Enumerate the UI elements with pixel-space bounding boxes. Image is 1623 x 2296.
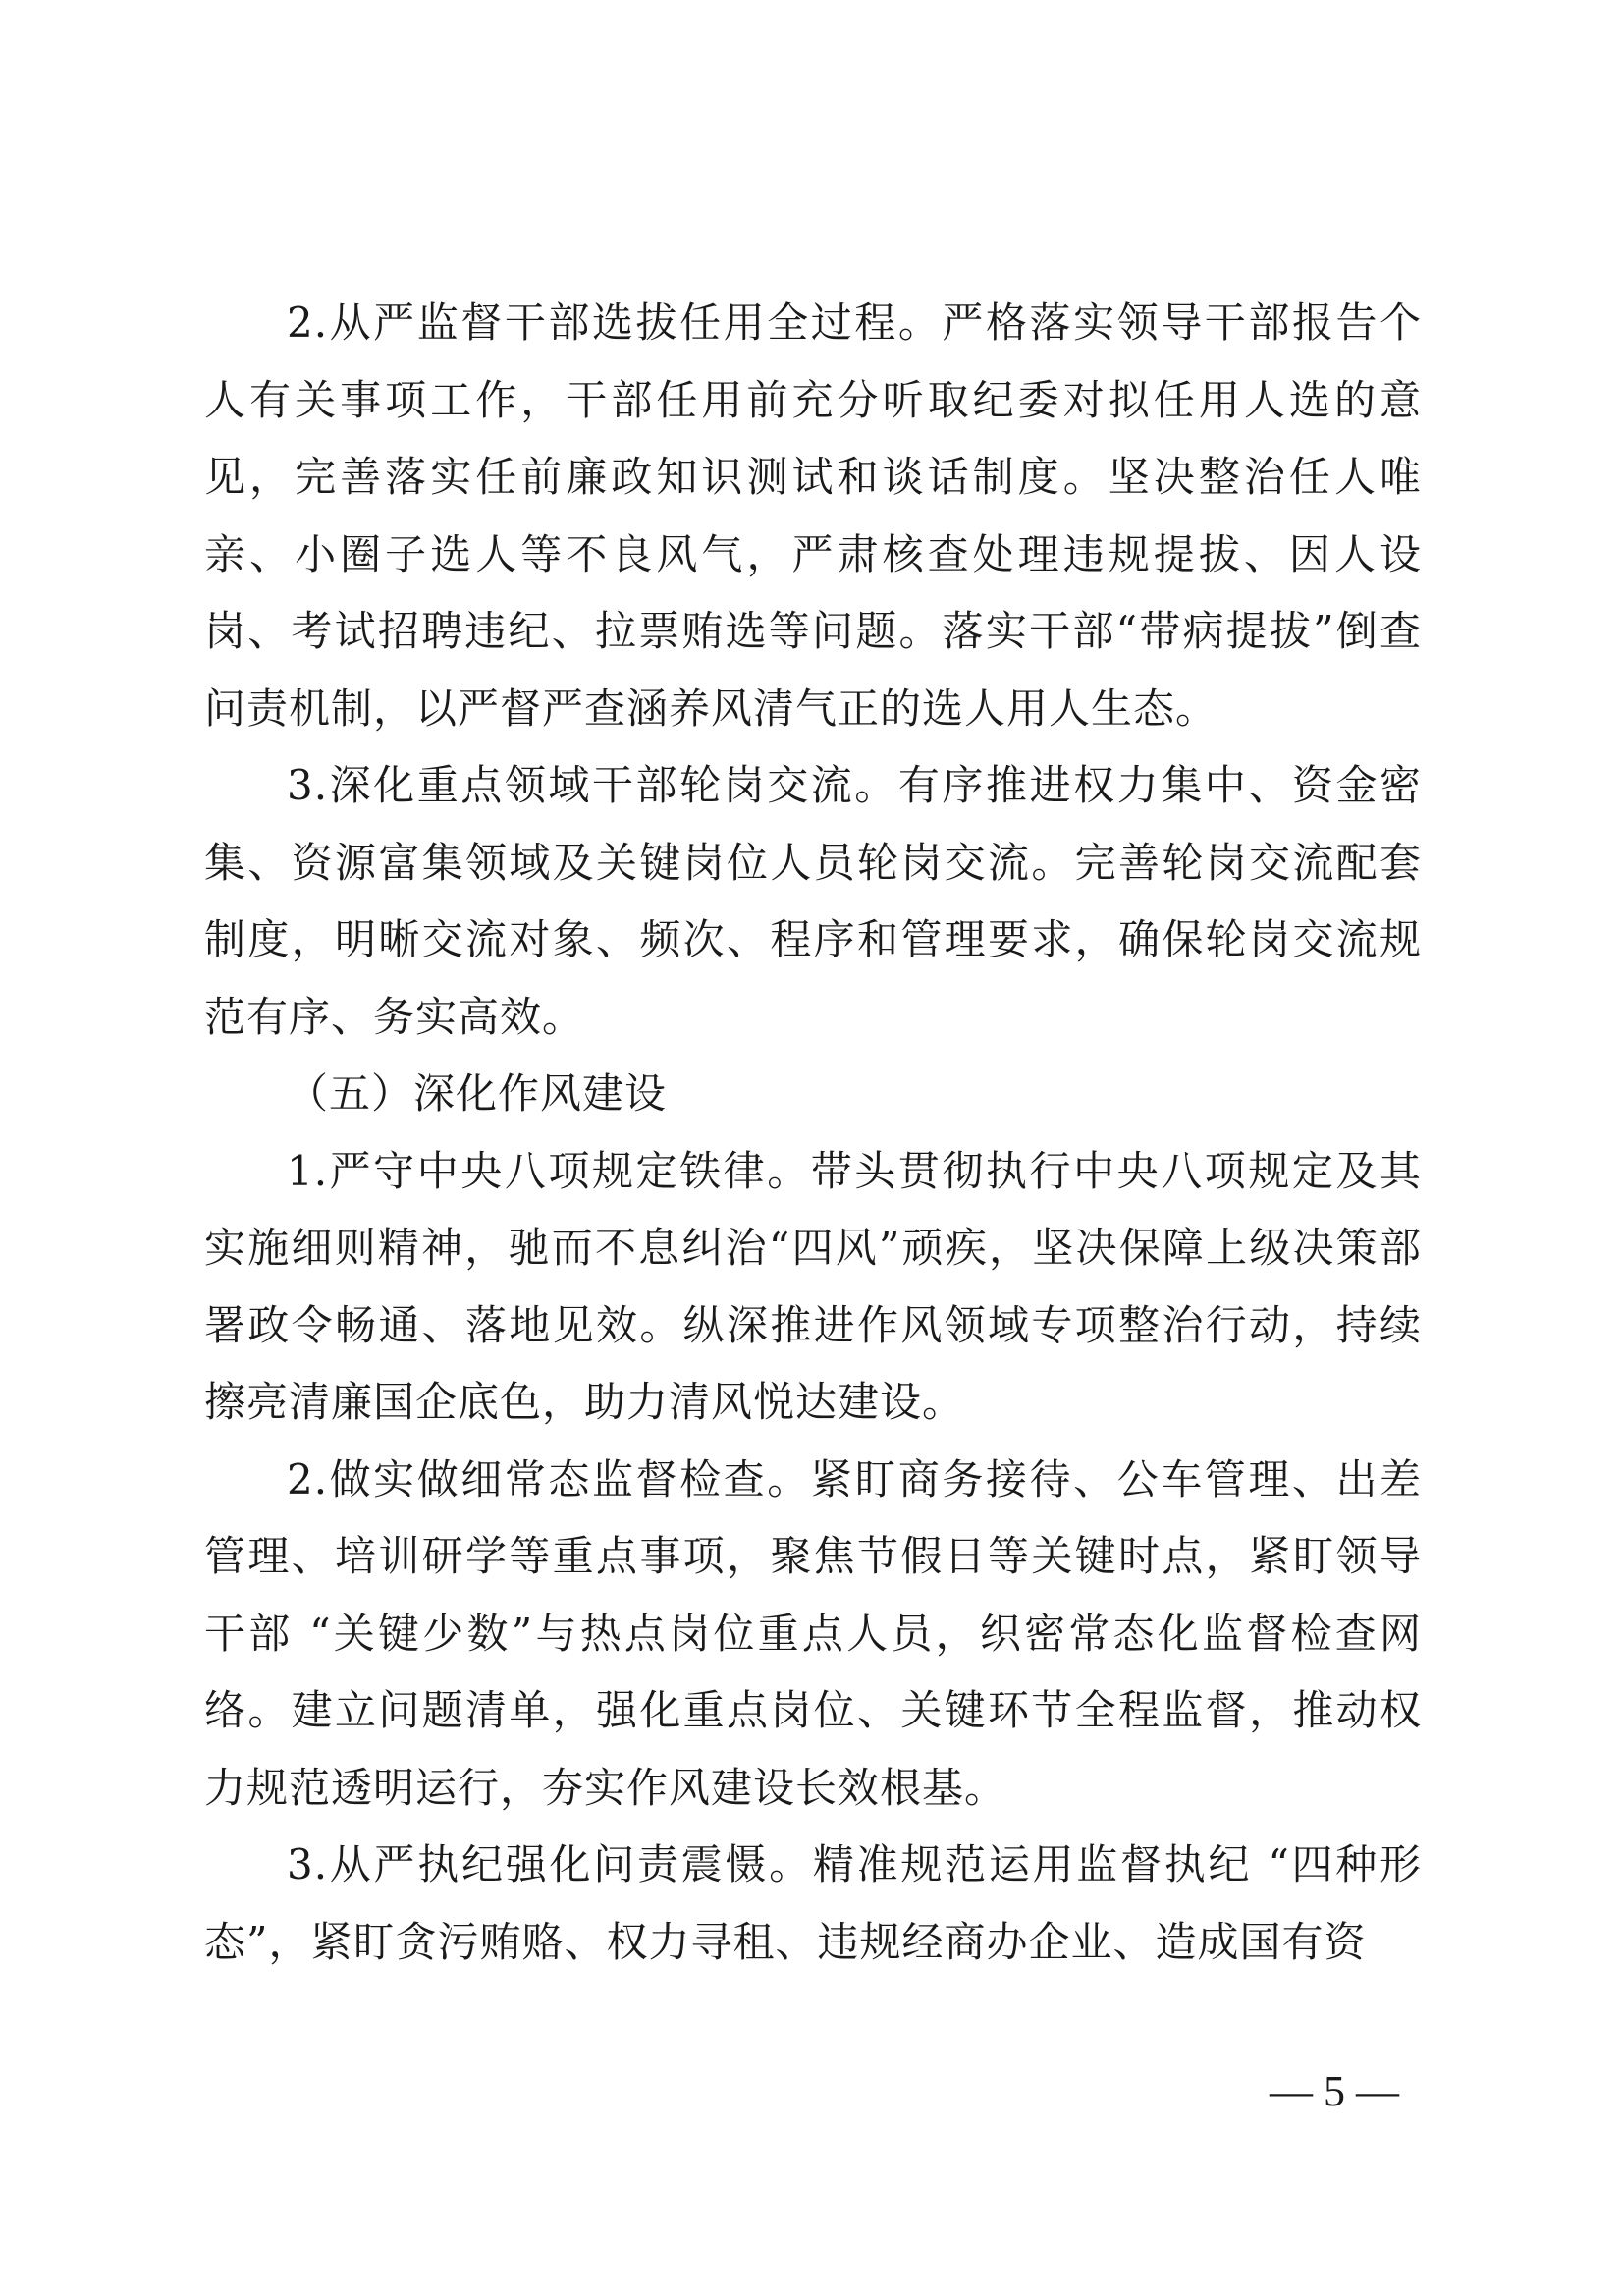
body-text (204, 285, 1422, 1981)
paragraph-cadre-selection-supervision: 2.从严监督干部选拔任用全过程。严格落实领导干部报告个人有关事项工作，干部任用前充分听取纪委对拟任用人选的意见，完善落实任前廉政知识测试和谈话制度。坚决整治任人唯亲、小圈子选人等不良风气，严肃核查处理违规提拔、因人设岗、考试招聘违纪、拉票贿选等问题。落实干部“带病提拔”倒查问责机制，以严督严查涵养风清气正的选人用人生态。 (204, 299, 1422, 733)
paragraph-eight-point-rules: 1.严守中央八项规定铁律。带头贯彻执行中央八项规定及其实施细则精神，驰而不息纠治“四风”顽疾，坚决保障上级决策部署政令畅通、落地见效。纵深推进作风领域专项整治行动，持续擦亮清廉国企底色，助力清风悦达建设。 (204, 1146, 1422, 1426)
paragraph-strict-discipline: 3.从严执纪强化问责震慑。精准规范运用监督执纪 “四种形态”，紧盯贪污贿赂、权力寻租、违规经商办企业、造成国有资 (204, 1840, 1422, 1966)
paragraph-routine-inspection: 2.做实做细常态监督检查。紧盯商务接待、公车管理、出差管理、培训研学等重点事项，聚焦节假日等关键时点，紧盯领导干部 “关键少数”与热点岗位重点人员，织密常态化监督检查网络。建立问题清单，强化重点岗位、关键环节全程监督，推动权力规范透明运行，夯实作风建设长效根基。 (204, 1454, 1422, 1812)
paragraph-job-rotation: 3.深化重点领域干部轮岗交流。有序推进权力集中、资金密集、资源富集领域及关键岗位人员轮岗交流。完善轮岗交流配套制度，明晰交流对象、频次、程序和管理要求，确保轮岗交流规范有序、务实高效。 (204, 761, 1422, 1041)
page-number: — 5 — (1270, 2067, 1399, 2115)
section-heading-work-style: （五）深化作风建设 (287, 1069, 668, 1118)
